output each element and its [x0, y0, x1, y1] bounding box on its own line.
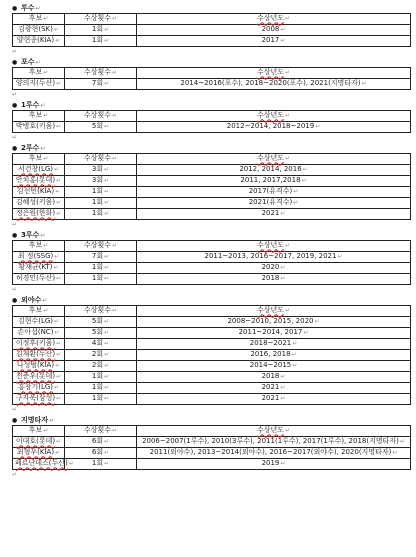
table-row	[13, 372, 411, 383]
years-cell: 2021(유격수)↵	[137, 198, 411, 209]
position-section	[12, 143, 412, 230]
table-row	[13, 36, 411, 47]
cell-mark-icon: ↵	[55, 449, 61, 457]
document-body	[12, 3, 412, 480]
cell-mark-icon: ↵	[285, 242, 291, 250]
years-cell: 2008~2010, 2015, 2020↵	[137, 317, 411, 328]
player-header: 후보↵	[13, 111, 65, 122]
section-heading	[12, 57, 412, 67]
player-cell: 박병호(키움)↵	[13, 122, 65, 133]
count-cell: 5회↵	[65, 122, 137, 133]
player-cell: 서건창(LG)↵	[13, 165, 65, 176]
table-row	[13, 263, 411, 274]
paragraph-mark-icon: ↵	[40, 145, 46, 152]
years-header: 수상년도↵	[137, 241, 411, 252]
empty-paragraph: ↵	[12, 134, 18, 141]
years-header: 수상년도↵	[137, 154, 411, 165]
cell-mark-icon: ↵	[53, 26, 59, 34]
empty-paragraph: ↵	[12, 48, 18, 55]
award-table	[12, 425, 411, 470]
player-cell: 페르난데스(두산)↵	[13, 459, 65, 470]
table-header-row	[13, 426, 411, 437]
player-header: 후보↵	[13, 241, 65, 252]
cell-mark-icon: ↵	[292, 340, 298, 348]
cell-mark-icon: ↵	[285, 15, 291, 23]
section-title: 3루수	[21, 231, 40, 239]
cell-mark-icon: ↵	[112, 112, 118, 120]
cell-mark-icon: ↵	[112, 242, 118, 250]
paragraph-mark-icon: ↵	[49, 417, 55, 424]
cell-mark-icon: ↵	[280, 26, 286, 34]
cell-mark-icon: ↵	[104, 188, 110, 196]
cell-mark-icon: ↵	[285, 427, 291, 435]
cell-mark-icon: ↵	[104, 123, 110, 131]
cell-mark-icon: ↵	[314, 318, 320, 326]
table-row	[13, 176, 411, 187]
bullet-icon: ●	[12, 417, 18, 424]
player-cell: 홍창기(LG)↵	[13, 383, 65, 394]
cell-mark-icon: ↵	[43, 242, 49, 250]
cell-mark-icon: ↵	[43, 427, 49, 435]
paragraph-mark-icon: ↵	[40, 102, 46, 109]
cell-mark-icon: ↵	[104, 384, 110, 392]
player-cell: 김현수(LG)↵	[13, 317, 65, 328]
cell-mark-icon: ↵	[303, 329, 309, 337]
cell-mark-icon: ↵	[104, 373, 110, 381]
cell-mark-icon: ↵	[104, 166, 110, 174]
player-cell: 전준우(롯데)↵	[13, 372, 65, 383]
cell-mark-icon: ↵	[56, 80, 62, 88]
table-row	[13, 350, 411, 361]
cell-mark-icon: ↵	[56, 199, 62, 207]
count-cell: 1회↵	[65, 25, 137, 36]
count-cell: 2회↵	[65, 361, 137, 372]
cell-mark-icon: ↵	[301, 177, 307, 185]
cell-mark-icon: ↵	[399, 438, 405, 446]
count-cell: 7회↵	[65, 252, 137, 263]
cell-mark-icon: ↵	[43, 69, 49, 77]
cell-mark-icon: ↵	[112, 69, 118, 77]
cell-mark-icon: ↵	[104, 395, 110, 403]
years-cell: 2008↵	[137, 25, 411, 36]
section-heading	[12, 3, 412, 13]
count-cell: 5회↵	[65, 317, 137, 328]
years-cell: 2017↵	[137, 36, 411, 47]
player-cell: 허경민(두산)↵	[13, 274, 65, 285]
count-cell: 1회↵	[65, 394, 137, 405]
years-cell: 2011(외야수), 2013~2014(외야수), 2016~2017(외야수), 2020(지명타자)↵	[137, 448, 411, 459]
bullet-icon: ●	[12, 102, 18, 109]
section-heading	[12, 230, 412, 240]
section-title: 1루수	[21, 101, 40, 109]
table-row	[13, 394, 411, 405]
years-cell: 2021↵	[137, 383, 411, 394]
table-row	[13, 437, 411, 448]
table-row	[13, 252, 411, 263]
bullet-icon: ●	[12, 145, 18, 152]
player-cell: 최 정(SSG)↵	[13, 252, 65, 263]
count-cell: 1회↵	[65, 187, 137, 198]
count-cell: 6회↵	[65, 448, 137, 459]
count-header: 수상횟수↵	[65, 14, 137, 25]
years-cell: 2011~2014, 2017↵	[137, 328, 411, 339]
player-cell: 최형우(KIA)↵	[13, 448, 65, 459]
position-section	[12, 415, 412, 480]
paragraph-mark-icon: ↵	[40, 232, 46, 239]
years-cell: 2021↵	[137, 394, 411, 405]
section-title: 투수	[21, 4, 35, 12]
cell-mark-icon: ↵	[43, 307, 49, 315]
cell-mark-icon: ↵	[104, 329, 110, 337]
cell-mark-icon: ↵	[104, 210, 110, 218]
empty-paragraph: ↵	[12, 286, 18, 293]
count-cell: 2회↵	[65, 350, 137, 361]
cell-mark-icon: ↵	[104, 362, 110, 370]
award-table	[12, 153, 411, 220]
years-cell: 2006~2007(1루수), 2010(3루수), 2011(1루수), 2017(1루수), 2018(지명타자)↵	[137, 437, 411, 448]
player-cell: 김재환(두산)↵	[13, 350, 65, 361]
years-header: 수상년도↵	[137, 68, 411, 79]
table-row	[13, 122, 411, 133]
paragraph-mark-icon: ↵	[42, 297, 48, 304]
years-cell: 2018~2021↵	[137, 339, 411, 350]
cell-mark-icon: ↵	[293, 199, 299, 207]
cell-mark-icon: ↵	[56, 351, 62, 359]
years-cell: 2021↵	[137, 209, 411, 220]
award-table	[12, 240, 411, 285]
section-heading	[12, 143, 412, 153]
bullet-icon: ●	[12, 5, 18, 12]
count-header: 수상횟수↵	[65, 241, 137, 252]
cell-mark-icon: ↵	[361, 80, 367, 88]
count-header: 수상횟수↵	[65, 68, 137, 79]
position-section	[12, 3, 412, 57]
paragraph-mark-icon: ↵	[35, 5, 41, 12]
table-row	[13, 339, 411, 350]
count-cell: 1회↵	[65, 198, 137, 209]
table-row	[13, 361, 411, 372]
position-section	[12, 230, 412, 295]
paragraph-mark-icon: ↵	[35, 59, 41, 66]
cell-mark-icon: ↵	[280, 373, 286, 381]
player-cell: 안치홍(롯데)↵	[13, 176, 65, 187]
cell-mark-icon: ↵	[285, 112, 291, 120]
table-row	[13, 198, 411, 209]
table-row	[13, 317, 411, 328]
cell-mark-icon: ↵	[56, 177, 62, 185]
section-heading	[12, 295, 412, 305]
cell-mark-icon: ↵	[292, 362, 298, 370]
years-cell: 2012, 2014, 2016↵	[137, 165, 411, 176]
player-header: 후보↵	[13, 426, 65, 437]
count-cell: 6회↵	[65, 437, 137, 448]
cell-mark-icon: ↵	[104, 26, 110, 34]
count-cell: 1회↵	[65, 36, 137, 47]
cell-mark-icon: ↵	[104, 449, 110, 457]
table-row	[13, 165, 411, 176]
table-row	[13, 328, 411, 339]
empty-paragraph: ↵	[12, 221, 18, 228]
cell-mark-icon: ↵	[54, 166, 60, 174]
position-section	[12, 57, 412, 100]
cell-mark-icon: ↵	[104, 37, 110, 45]
cell-mark-icon: ↵	[280, 275, 286, 283]
cell-mark-icon: ↵	[104, 340, 110, 348]
cell-mark-icon: ↵	[293, 188, 299, 196]
cell-mark-icon: ↵	[56, 210, 62, 218]
cell-mark-icon: ↵	[315, 123, 321, 131]
award-table	[12, 110, 411, 133]
section-heading	[12, 100, 412, 110]
award-table	[12, 305, 411, 405]
table-header-row	[13, 306, 411, 317]
cell-mark-icon: ↵	[104, 177, 110, 185]
bullet-icon: ●	[12, 297, 18, 304]
years-cell: 2014~2016(포수), 2018~2020(포수), 2021(지명타자)↵	[137, 79, 411, 90]
table-row	[13, 459, 411, 470]
cell-mark-icon: ↵	[104, 318, 110, 326]
count-cell: 1회↵	[65, 274, 137, 285]
player-header: 후보↵	[13, 306, 65, 317]
table-row	[13, 209, 411, 220]
years-cell: 2018↵	[137, 274, 411, 285]
section-title: 지명타자	[21, 416, 49, 424]
player-cell: 이정후(키움)↵	[13, 339, 65, 350]
count-cell: 1회↵	[65, 209, 137, 220]
cell-mark-icon: ↵	[43, 155, 49, 163]
award-table	[12, 13, 411, 47]
cell-mark-icon: ↵	[285, 155, 291, 163]
empty-paragraph: ↵	[12, 91, 18, 98]
player-cell: 양현종(KIA)↵	[13, 36, 65, 47]
count-cell: 5회↵	[65, 328, 137, 339]
cell-mark-icon: ↵	[112, 427, 118, 435]
years-header: 수상년도↵	[137, 14, 411, 25]
cell-mark-icon: ↵	[104, 253, 110, 261]
cell-mark-icon: ↵	[104, 264, 110, 272]
bullet-icon: ●	[12, 59, 18, 66]
player-header: 후보↵	[13, 154, 65, 165]
count-header: 수상횟수↵	[65, 306, 137, 317]
bullet-icon: ●	[12, 232, 18, 239]
cell-mark-icon: ↵	[54, 253, 60, 261]
cell-mark-icon: ↵	[291, 351, 297, 359]
cell-mark-icon: ↵	[104, 351, 110, 359]
player-cell: 황재균(KT)↵	[13, 263, 65, 274]
count-cell: 1회↵	[65, 263, 137, 274]
years-header: 수상년도↵	[137, 426, 411, 437]
player-cell: 김혜성(키움)↵	[13, 198, 65, 209]
cell-mark-icon: ↵	[280, 264, 286, 272]
section-title: 2루수	[21, 144, 40, 152]
count-header: 수상횟수↵	[65, 154, 137, 165]
position-section	[12, 100, 412, 143]
player-cell: 구자욱(삼성)↵	[13, 394, 65, 405]
cell-mark-icon: ↵	[68, 460, 74, 468]
table-row	[13, 274, 411, 285]
cell-mark-icon: ↵	[104, 80, 110, 88]
cell-mark-icon: ↵	[56, 123, 62, 131]
empty-paragraph: ↵	[12, 406, 18, 413]
cell-mark-icon: ↵	[104, 275, 110, 283]
table-header-row	[13, 68, 411, 79]
player-cell: 양의지(두산)↵	[13, 79, 65, 90]
years-cell: 2017(유격수)↵	[137, 187, 411, 198]
years-cell: 2011, 2017,2018↵	[137, 176, 411, 187]
section-title: 외야수	[21, 296, 42, 304]
cell-mark-icon: ↵	[56, 275, 62, 283]
count-cell: 1회↵	[65, 372, 137, 383]
table-row	[13, 383, 411, 394]
cell-mark-icon: ↵	[104, 199, 110, 207]
count-cell: 1회↵	[65, 459, 137, 470]
table-row	[13, 79, 411, 90]
section-title: 포수	[21, 58, 35, 66]
years-cell: 2012~2014, 2018~2019↵	[137, 122, 411, 133]
cell-mark-icon: ↵	[56, 373, 62, 381]
years-cell: 2020↵	[137, 263, 411, 274]
cell-mark-icon: ↵	[285, 69, 291, 77]
years-cell: 2019↵	[137, 459, 411, 470]
empty-paragraph: ↵	[12, 471, 18, 478]
player-cell: 김광현(SK)↵	[13, 25, 65, 36]
cell-mark-icon: ↵	[112, 15, 118, 23]
section-heading	[12, 415, 412, 425]
cell-mark-icon: ↵	[56, 438, 62, 446]
years-cell: 2018↵	[137, 372, 411, 383]
count-cell: 3회↵	[65, 176, 137, 187]
years-header: 수상년도↵	[137, 111, 411, 122]
years-cell: 2014~2015↵	[137, 361, 411, 372]
award-table	[12, 67, 411, 90]
player-cell: 이대호(롯데)↵	[13, 437, 65, 448]
cell-mark-icon: ↵	[392, 449, 398, 457]
cell-mark-icon: ↵	[55, 362, 61, 370]
cell-mark-icon: ↵	[337, 253, 343, 261]
count-header: 수상횟수↵	[65, 426, 137, 437]
count-cell: 4회↵	[65, 339, 137, 350]
table-header-row	[13, 111, 411, 122]
player-cell: 김선빈(KIA)↵	[13, 187, 65, 198]
count-cell: 3회↵	[65, 165, 137, 176]
table-header-row	[13, 14, 411, 25]
player-cell: 나성범(KIA)↵	[13, 361, 65, 372]
table-row	[13, 187, 411, 198]
years-cell: 2011~2013, 2016~2017, 2019, 2021↵	[137, 252, 411, 263]
years-header: 수상년도↵	[137, 306, 411, 317]
cell-mark-icon: ↵	[280, 384, 286, 392]
count-cell: 1회↵	[65, 383, 137, 394]
years-cell: 2016, 2018↵	[137, 350, 411, 361]
count-cell: 7회↵	[65, 79, 137, 90]
table-row	[13, 25, 411, 36]
cell-mark-icon: ↵	[43, 15, 49, 23]
cell-mark-icon: ↵	[280, 460, 286, 468]
cell-mark-icon: ↵	[280, 210, 286, 218]
cell-mark-icon: ↵	[104, 438, 110, 446]
cell-mark-icon: ↵	[104, 460, 110, 468]
cell-mark-icon: ↵	[56, 340, 62, 348]
cell-mark-icon: ↵	[55, 188, 61, 196]
cell-mark-icon: ↵	[54, 329, 60, 337]
table-header-row	[13, 154, 411, 165]
table-row	[13, 448, 411, 459]
cell-mark-icon: ↵	[53, 264, 59, 272]
cell-mark-icon: ↵	[280, 37, 286, 45]
player-header: 후보↵	[13, 14, 65, 25]
position-section	[12, 295, 412, 415]
cell-mark-icon: ↵	[112, 155, 118, 163]
table-header-row	[13, 241, 411, 252]
cell-mark-icon: ↵	[280, 395, 286, 403]
cell-mark-icon: ↵	[55, 37, 61, 45]
cell-mark-icon: ↵	[43, 112, 49, 120]
cell-mark-icon: ↵	[54, 318, 60, 326]
player-cell: 손아섭(NC)↵	[13, 328, 65, 339]
player-header: 후보↵	[13, 68, 65, 79]
cell-mark-icon: ↵	[112, 307, 118, 315]
cell-mark-icon: ↵	[54, 384, 60, 392]
count-header: 수상횟수↵	[65, 111, 137, 122]
player-cell: 정은원(한화)↵	[13, 209, 65, 220]
cell-mark-icon: ↵	[302, 166, 308, 174]
cell-mark-icon: ↵	[56, 395, 62, 403]
cell-mark-icon: ↵	[285, 307, 291, 315]
